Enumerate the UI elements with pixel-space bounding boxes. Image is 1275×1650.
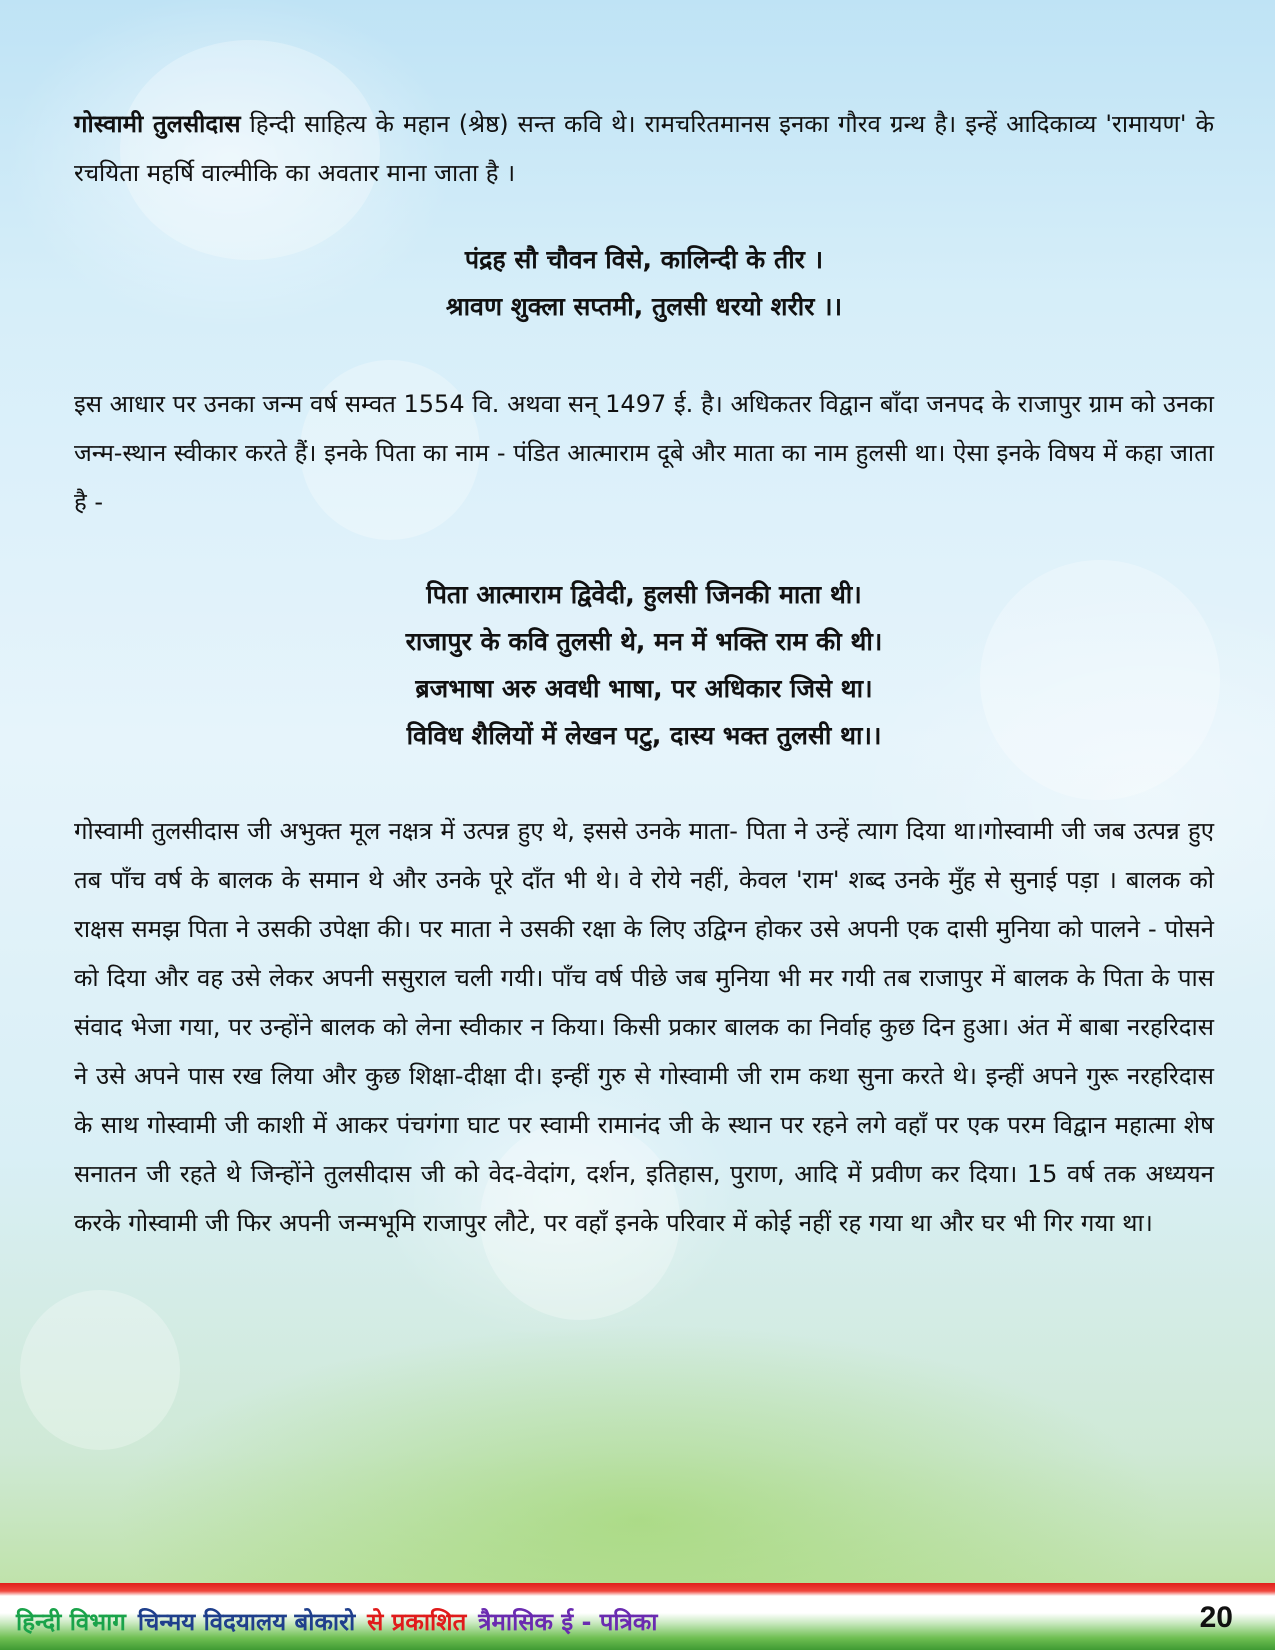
verse-line: पिता आत्माराम द्विवेदी, हुलसी जिनकी माता थी। — [426, 580, 862, 609]
page-content — [74, 100, 1214, 1248]
verse-line: राजापुर के कवि तुलसी थे, मन में भक्ति राम की थी। — [405, 627, 883, 656]
childhood-paragraph: गोस्वामी तुलसीदास जी अभुक्त मूल नक्षत्र में उत्पन्न हुए थे, इससे उनके माता- पिता ने उन्हें त्याग दिया था।गोस्वामी जी जब उत्पन्न हुए तब पाँच वर्ष के बालक के समान थे और उनके पूरे दाँत भी थे। वे रोये नहीं, केवल 'राम' शब्द उनके मुँह से सुनाई पड़ा । बालक को राक्षस समझ पिता ने उसकी उपेक्षा की। पर माता ने उसकी रक्षा के लिए उद्विग्न होकर उसे अपनी एक दासी मुनिया को पालने - पोसने को दिया और वह उसे लेकर अपनी ससुराल चली गयी। पाँच वर्ष पीछे जब मुनिया भी मर गयी तब राजापुर में बालक के पिता के पास संवाद भेजा गया, पर उन्होंने बालक को लेना स्वीकार न किया। किसी प्रकार बालक का निर्वाह कुछ दिन हुआ। अंत में बाबा नरहरिदास ने उसे अपने पास रख लिया और कुछ शिक्षा-दीक्षा दी। इन्हीं गुरु से गोस्वामी जी राम कथा सुना करते थे। इन्हीं अपने गुरू नरहरिदास के साथ गोस्वामी जी काशी में आकर पंचगंगा घाट पर स्वामी रामानंद जी के स्थान पर रहने लगे वहाँ पर एक परम विद्वान महात्मा शेष सनातन जी रहते थे जिन्होंने तुलसीदास जी को वेद-वेदांग, दर्शन, इतिहास, पुराण, आदि में प्रवीण कर दिया। 15 वर्ष तक अध्ययन करके गोस्वामी जी फिर अपनी जन्मभूमि राजापुर लौटे, पर वहाँ इनके परिवार में कोई नहीं रह गया था और घर भी गिर गया था। — [74, 817, 1214, 1237]
verse-line: श्रावण शुक्ला सप्तमी, तुलसी धरयो शरीर ।। — [445, 292, 843, 321]
intro-bold-name: गोस्वामी तुलसीदास — [74, 110, 241, 138]
footer-school: चिन्मय विदयालय बोकारो — [137, 1608, 356, 1636]
footer-department: हिन्दी विभाग — [16, 1608, 126, 1636]
footer-magazine: त्रैमासिक ई - पत्रिका — [478, 1608, 658, 1636]
intro-paragraph — [74, 100, 1214, 198]
verse-doha — [74, 236, 1214, 330]
verse-line: विविध शैलियों में लेखन पटु, दास्य भक्त तुलसी था।। — [406, 721, 882, 750]
footer-published: से प्रकाशित — [367, 1608, 467, 1636]
page-footer — [0, 1583, 1275, 1650]
footer-title — [16, 1605, 670, 1638]
verse-poem — [74, 571, 1214, 759]
verse-line: पंद्रह सौ चौवन विसे, कालिन्दी के तीर । — [464, 245, 824, 274]
page-number: 20 — [1199, 1601, 1233, 1634]
birth-paragraph: इस आधार पर उनका जन्म वर्ष सम्वत 1554 वि. अथवा सन् 1497 ई. है। अधिकतर विद्वान बाँदा जनपद के राजापुर ग्राम को उनका जन्म-स्थान स्वीकार करते हैं। इनके पिता का नाम - पंडित आत्माराम दूबे और माता का नाम हुलसी था। ऐसा इनके विषय में कहा जाता है - — [74, 390, 1214, 516]
verse-line: ब्रजभाषा अरु अवधी भाषा, पर अधिकार जिसे था। — [415, 674, 873, 703]
intro-text: हिन्दी साहित्य के महान (श्रेष्ठ) सन्त कवि थे। रामचरितमानस इनका गौरव ग्रन्थ है। इन्हें आदिकाव्य 'रामायण' के रचयिता महर्षि वाल्मीकि का अवतार माना जाता है । — [74, 110, 1215, 187]
